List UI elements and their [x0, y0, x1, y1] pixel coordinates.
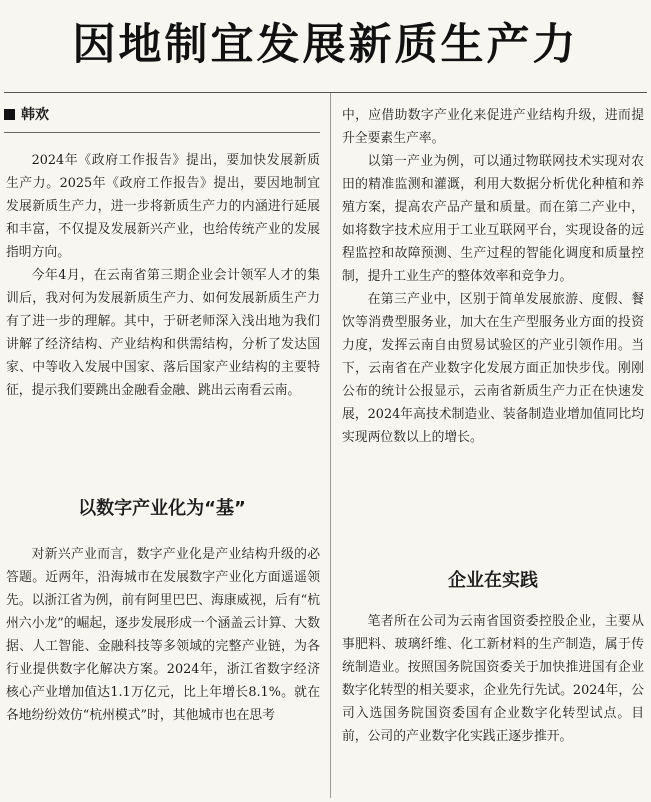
paragraph-continued: 中，应借助数字产业化来促进产业结构升级，进而提升全要素生产率。	[342, 108, 644, 146]
section-heading-enterprise-practice: 企业在实践	[448, 570, 538, 591]
square-bullet-icon	[4, 109, 15, 120]
headline: 因地制宜发展新质生产力	[72, 20, 579, 70]
headline-rule	[4, 92, 647, 93]
paragraph: 对新兴产业而言，数字产业化是产业结构升级的必答题。近两年，沿海城市在发展数字产业化方面遥遥领先。以浙江省为例，前有阿里巴巴、海康威视，后有“杭州六小龙”的崛起，逐步发展形成一个涵盖云计算、大数据、人工智能、金融科技等多领域的完整产业链，为各行业提供数字化解决方案。2024年，浙江省数字经济核心产业增加值达1.1万亿元，比上年增长8.1%。就在各地纷纷效仿“杭州模式”时，其他城市也在思考	[6, 547, 320, 723]
paragraph: 笔者所在公司为云南省国资委控股企业，主要从事肥料、玻璃纤维、化工新材料的生产制造，属于传统制造业。按照国务院国资委关于加快推进国有企业数字化转型的相关要求，企业先行先试。2024年，公司入选国务院国资委国有企业数字化转型试点。目前，公司的产业数字化实践正逐步推开。	[342, 614, 644, 744]
author-rule	[4, 132, 320, 133]
section-heading-digital-industrialization: 以数字产业化为“基”	[78, 498, 246, 519]
paragraph: 2024年《政府工作报告》提出，要加快发展新质生产力。2025年《政府工作报告》提出，要因地制宜发展新质生产力，进一步将新质生产力的内涵进行延展和丰富，不仅提及发展新兴产业，也给传统产业的发展指明方向。	[6, 153, 320, 260]
author-byline	[4, 104, 49, 124]
column-divider	[330, 93, 331, 798]
column-1-lower-text	[6, 543, 320, 727]
paragraph: 以第一产业为例，可以通过物联网技术实现对农田的精准监测和灌溉，利用大数据分析优化种植和养殖方案，提高农产品产量和质量。而在第二产业中，如将数字技术应用于工业互联网平台，实现设备的远程监控和故障预测、生产过程的智能化调度和质量控制，提升工业生产的整体效率和竞争力。	[342, 154, 644, 284]
column-2-lower-text	[342, 610, 644, 748]
paragraph: 在第三产业中，区别于简单发展旅游、度假、餐饮等消费型服务业，加大在生产型服务业方面的投资力度，发挥云南自由贸易试验区的产业引领作用。当下，云南省在产业数字化发展方面正加快步伐。刚刚公布的统计公报显示，云南省新质生产力正在快速发展，2024年高技术制造业、装备制造业增加值同比均实现两位数以上的增长。	[342, 292, 644, 445]
author-name: 韩欢	[21, 107, 49, 123]
column-1-text	[6, 149, 320, 402]
paragraph: 今年4月，在云南省第三期企业会计领军人才的集训后，我对何为发展新质生产力、如何发展新质生产力有了进一步的理解。其中，于研老师深入浅出地为我们讲解了经济结构、产业结构和供需结构，分析了发达国家、中等收入发展中国家、落后国家产业结构的主要特征，提示我们要跳出金融看金融、跳出云南看云南。	[6, 268, 320, 398]
column-2-text	[342, 104, 644, 449]
